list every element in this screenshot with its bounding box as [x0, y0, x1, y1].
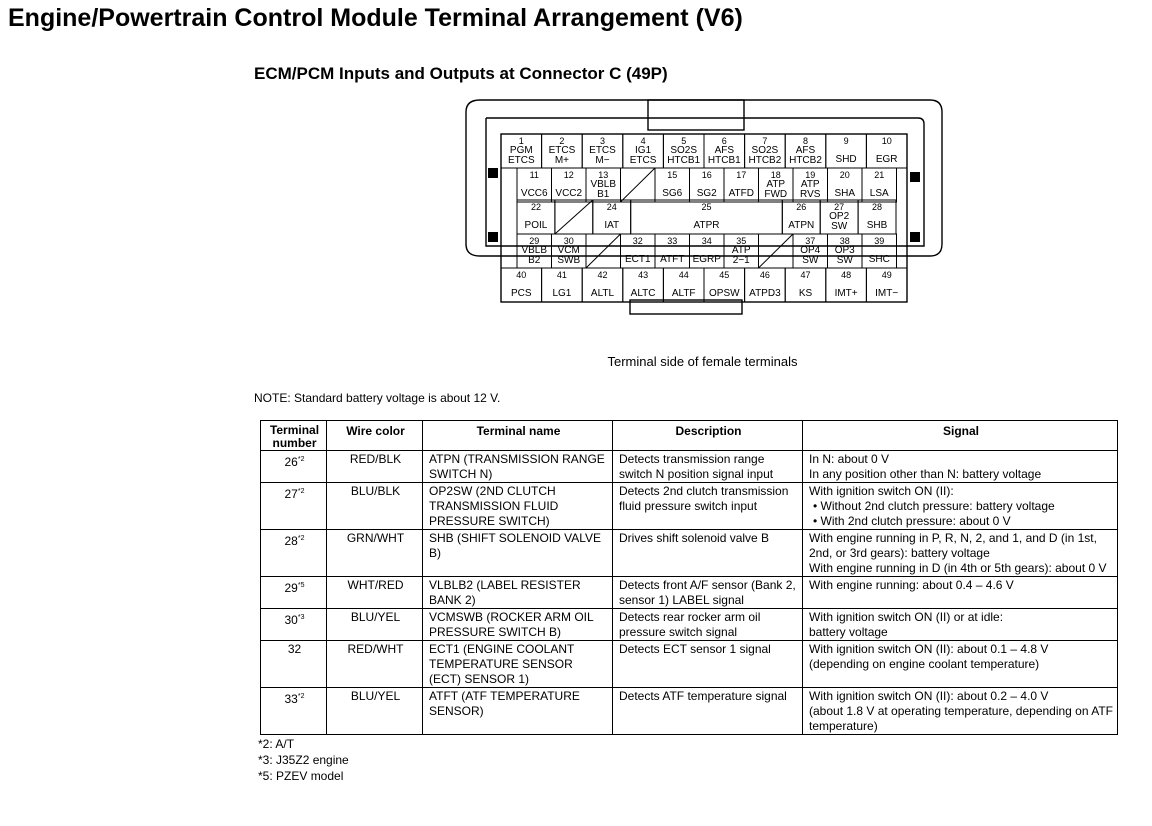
terminal-number-label: 42	[597, 270, 608, 280]
footnote-mark: *3	[297, 614, 305, 621]
wire-color: RED/WHT	[327, 641, 423, 688]
blank-terminal-line	[621, 168, 656, 202]
terminal-signal	[803, 641, 1118, 688]
signal-line: (depending on engine coolant temperature)	[809, 657, 1040, 671]
terminal-number-label: 38	[839, 236, 850, 246]
table-row	[261, 577, 1118, 609]
terminal-number-label: 44	[678, 270, 689, 280]
terminal-description: Detects transmission range switch N position signal input	[613, 451, 803, 483]
terminal-signal-label: SHB	[866, 220, 888, 231]
wire-color: GRN/WHT	[327, 530, 423, 577]
terminal-description: Detects ATF temperature signal	[613, 688, 803, 735]
terminal-signal-label: ALTF	[671, 288, 696, 299]
terminal-signal-label: AFS	[795, 145, 816, 156]
terminal-signal-label: AFS	[714, 145, 735, 156]
terminal-number-label: 16	[701, 170, 712, 180]
terminal-number-label: 15	[667, 170, 678, 180]
terminal-number-label: 1	[518, 136, 524, 146]
terminal-signal-label: M−	[595, 155, 610, 166]
terminal-name: VLBLB2 (LABEL RESISTER BANK 2)	[423, 577, 613, 609]
terminal-signal-label: SHC	[868, 254, 890, 265]
signal-line: In any position other than N: battery voltage	[809, 467, 1042, 481]
terminal-description: Drives shift solenoid valve B	[613, 530, 803, 577]
terminal-signal-label: SWB	[557, 255, 581, 266]
terminal-signal-label: VCC2	[555, 188, 583, 199]
terminal-number-label: 39	[874, 236, 885, 246]
terminal-number: 27$^{*2}$	[261, 483, 327, 530]
terminal-signal-label: VCM	[557, 245, 580, 256]
signal-line: With engine running in P, R, N, 2, and 1, and D (in 1st, 2nd, or 3rd gears): battery voltage	[809, 531, 1097, 560]
terminal-signal-label: ATP	[731, 245, 751, 256]
terminal-name: ATFT (ATF TEMPERATURE SENSOR)	[423, 688, 613, 735]
terminal-signal-label: VBLB	[590, 179, 617, 190]
terminal-number-label: 10	[881, 136, 892, 146]
footnote: *5: PZEV model	[258, 769, 344, 783]
terminal-signal-label: LG1	[552, 288, 572, 299]
terminal-signal-label: ETCS	[548, 145, 576, 156]
footnote-mark: *2	[297, 535, 305, 542]
terminal-signal-label: EGRP	[692, 254, 721, 265]
terminal-signal-label: ETCS	[629, 155, 657, 166]
terminal-signal-label: SHA	[834, 188, 856, 199]
terminal-number-label: 2	[559, 136, 565, 146]
table-row	[261, 609, 1118, 641]
terminal-signal-label: SW	[831, 221, 848, 232]
terminal-signal	[803, 577, 1118, 609]
wire-color: WHT/RED	[327, 577, 423, 609]
terminal-number-label: 35	[736, 236, 747, 246]
signal-line: With ignition switch ON (II):	[809, 484, 954, 498]
terminal-signal-label: IMT−	[875, 288, 899, 299]
terminal-signal	[803, 483, 1118, 530]
signal-line: (about 1.8 V at operating temperature, depending on ATF temperature)	[809, 704, 1113, 733]
terminal-signal-label: IMT+	[834, 288, 858, 299]
section-subtitle: ECM/PCM Inputs and Outputs at Connector C (49P)	[254, 64, 668, 83]
terminal-signal-label: IAT	[604, 220, 620, 231]
terminal-signal-label: IG1	[635, 145, 652, 156]
terminal-signal-label: SG2	[696, 188, 717, 199]
terminal-number-label: 43	[638, 270, 649, 280]
terminal-signal-label: SW	[802, 255, 819, 266]
page-title: Engine/Powertrain Control Module Terminal Arrangement (V6)	[8, 4, 743, 32]
signal-line: With ignition switch ON (II) or at idle:	[809, 610, 1004, 624]
signal-line: With engine running in D (in 4th or 5th gears): about 0 V	[809, 561, 1107, 575]
terminal-signal-label: PGM	[509, 145, 533, 156]
terminal-signal-label: RVS	[800, 189, 821, 200]
signal-line: With ignition switch ON (II): about 0.2 – 4.0 V	[809, 689, 1049, 703]
terminal-number-label: 37	[805, 236, 816, 246]
terminal-signal	[803, 609, 1118, 641]
blank-terminal-line	[586, 234, 621, 268]
terminal-signal-label: ALTC	[630, 288, 656, 299]
terminal-number-label: 49	[881, 270, 892, 280]
terminal-signal-label: M+	[554, 155, 569, 166]
terminal-number-label: 9	[843, 136, 849, 146]
terminal-number: 26$^{*2}$	[261, 451, 327, 483]
terminal-number-label: 30	[563, 236, 574, 246]
footnote: *2: A/T	[258, 737, 295, 751]
terminal-signal-label: VCC6	[520, 188, 548, 199]
terminal-signal-label: 2−1	[732, 255, 750, 266]
terminal-signal-label: OPSW	[709, 288, 740, 299]
terminal-number: 32	[261, 641, 327, 688]
table-row	[261, 641, 1118, 688]
terminal-signal-label: SO2S	[670, 145, 698, 156]
table-row	[261, 483, 1118, 530]
terminal-signal-label: KS	[798, 288, 813, 299]
terminal-number-label: 13	[598, 170, 609, 180]
terminal-signal-label: B2	[528, 255, 541, 266]
footnote-mark: *2	[297, 693, 305, 700]
col-terminal	[261, 421, 327, 451]
col-terminal-line1: Terminal	[269, 423, 320, 437]
latch-mark	[488, 168, 498, 178]
terminal-number: 29$^{*5}$	[261, 577, 327, 609]
table-header-row	[261, 421, 1118, 451]
wire-color: BLU/YEL	[327, 688, 423, 735]
connector-diagram	[460, 96, 950, 326]
terminal-number-label: 8	[802, 136, 809, 146]
terminal-signal-label: ATFD	[728, 188, 754, 199]
terminal-signal-label: HTCB1	[707, 155, 741, 166]
terminal-name: SHB (SHIFT SOLENOID VALVE B)	[423, 530, 613, 577]
signal-line: With engine running: about 0.4 – 4.6 V	[809, 578, 1014, 592]
terminal-number-label: 26	[796, 202, 807, 212]
terminal-signal-label: ATPD3	[749, 288, 781, 299]
terminal-signal-label: ECT1	[624, 254, 651, 265]
table-row	[261, 688, 1118, 735]
terminal-name: ATPN (TRANSMISSION RANGE SWITCH N)	[423, 451, 613, 483]
terminal-number-label: 40	[516, 270, 527, 280]
wire-color: BLU/BLK	[327, 483, 423, 530]
terminal-signal-label: VBLB	[521, 245, 548, 256]
latch-mark	[910, 172, 920, 182]
terminal-name: VCMSWB (ROCKER ARM OIL PRESSURE SWITCH B)	[423, 609, 613, 641]
terminal-number-label: 4	[640, 136, 646, 146]
terminal-signal-label: EGR	[875, 154, 898, 165]
blank-terminal-line	[555, 200, 593, 234]
footnote: *3: J35Z2 engine	[258, 753, 349, 767]
terminal-signal-label: SW	[836, 255, 853, 266]
terminal-signal-label: PCS	[511, 288, 532, 299]
terminal-number-label: 20	[839, 170, 850, 180]
terminal-description: Detects rear rocker arm oil pressure switch signal	[613, 609, 803, 641]
signal-line: With ignition switch ON (II): about 0.1 – 4.8 V	[809, 642, 1049, 656]
terminal-description: Detects ECT sensor 1 signal	[613, 641, 803, 688]
wire-color: BLU/YEL	[327, 609, 423, 641]
signal-bullet: • With 2nd clutch pressure: about 0 V	[809, 514, 1113, 529]
terminal-signal-label: HTCB1	[667, 155, 701, 166]
terminal-signal-label: HTCB2	[789, 155, 822, 166]
terminal-signal-label: B1	[597, 189, 610, 200]
col-wire: Wire color	[327, 421, 423, 451]
terminal-signal	[803, 451, 1118, 483]
terminal-number-label: 24	[606, 202, 617, 212]
terminal-number-label: 28	[872, 202, 883, 212]
footnote-mark: *2	[297, 456, 305, 463]
terminal-number-label: 3	[599, 136, 606, 146]
terminal-signal-label: SO2S	[751, 145, 779, 156]
col-signal: Signal	[803, 421, 1118, 451]
terminal-number-label: 11	[529, 170, 539, 180]
terminal-signal-label: ATP	[800, 179, 820, 190]
terminal-signal	[803, 688, 1118, 735]
terminal-description: Detects 2nd clutch transmission fluid pressure switch input	[613, 483, 803, 530]
terminal-number: 28$^{*2}$	[261, 530, 327, 577]
terminal-signal	[803, 530, 1118, 577]
terminal-signal-label: SG6	[662, 188, 683, 199]
terminal-signal-label: OP2	[829, 211, 850, 222]
terminal-name: OP2SW (2ND CLUTCH TRANSMISSION FLUID PRESSURE SWITCH)	[423, 483, 613, 530]
blank-terminal-line	[759, 234, 794, 268]
terminal-number-label: 5	[681, 136, 687, 146]
terminal-number-label: 6	[721, 136, 727, 146]
voltage-note: NOTE: Standard battery voltage is about 12 V.	[254, 391, 501, 405]
terminal-description: Detects front A/F sensor (Bank 2, sensor 1) LABEL signal	[613, 577, 803, 609]
terminal-number-label: 34	[701, 236, 712, 246]
signal-bullet: • Without 2nd clutch pressure: battery voltage	[809, 499, 1113, 514]
terminal-number: 30$^{*3}$	[261, 609, 327, 641]
connector-caption: Terminal side of female terminals	[607, 354, 798, 369]
terminal-number-label: 33	[667, 236, 678, 246]
terminal-number-label: 27	[834, 202, 845, 212]
signal-line: battery voltage	[809, 625, 888, 639]
terminal-signal-label: ALTL	[590, 288, 615, 299]
latch-mark	[488, 232, 498, 242]
terminal-signal-label: ATP	[766, 179, 786, 190]
terminal-signal-label: OP4	[800, 245, 821, 256]
signal-line: In N: about 0 V	[809, 452, 890, 466]
terminal-number-label: 32	[632, 236, 643, 246]
latch-mark	[910, 232, 920, 242]
terminal-number-label: 17	[736, 170, 747, 180]
terminal-number-label: 29	[529, 236, 540, 246]
terminal-number-label: 25	[701, 202, 712, 212]
terminal-signal-label: POIL	[524, 220, 548, 231]
terminal-number-label: 19	[805, 170, 816, 180]
table-row	[261, 530, 1118, 577]
table-row	[261, 451, 1118, 483]
wire-color: RED/BLK	[327, 451, 423, 483]
terminal-number-label: 46	[759, 270, 770, 280]
terminal-signal-label: ETCS	[507, 155, 535, 166]
footnote-mark: *5	[297, 582, 305, 589]
terminal-signal-label: ETCS	[589, 145, 616, 156]
terminal-number: 33$^{*2}$	[261, 688, 327, 735]
terminal-number-label: 12	[563, 170, 574, 180]
terminal-number-label: 7	[762, 136, 768, 146]
terminal-number-label: 18	[770, 170, 781, 180]
terminal-number-label: 22	[530, 202, 541, 212]
terminal-number-label: 45	[719, 270, 730, 280]
terminal-number-label: 48	[841, 270, 852, 280]
terminal-signal-label: ATPR	[693, 220, 720, 231]
terminal-signal-label: SHD	[835, 154, 857, 165]
terminal-table	[260, 420, 1118, 735]
terminal-name: ECT1 (ENGINE COOLANT TEMPERATURE SENSOR (ECT) SENSOR 1)	[423, 641, 613, 688]
locking-tab	[648, 100, 744, 130]
terminal-number-label: 47	[800, 270, 811, 280]
col-terminal-line2: number	[272, 436, 317, 450]
terminal-number-label: 21	[874, 170, 885, 180]
terminal-signal-label: HTCB2	[748, 155, 782, 166]
col-name: Terminal name	[423, 421, 613, 451]
terminal-signal-label: ATPN	[788, 220, 815, 231]
col-desc: Description	[613, 421, 803, 451]
terminal-signal-label: FWD	[764, 189, 788, 200]
terminal-signal-label: LSA	[869, 188, 889, 199]
terminal-signal-label: OP3	[834, 245, 855, 256]
footnote-mark: *2	[297, 488, 305, 495]
terminal-signal-label: ATFT	[660, 254, 685, 265]
terminal-number-label: 41	[556, 270, 567, 280]
